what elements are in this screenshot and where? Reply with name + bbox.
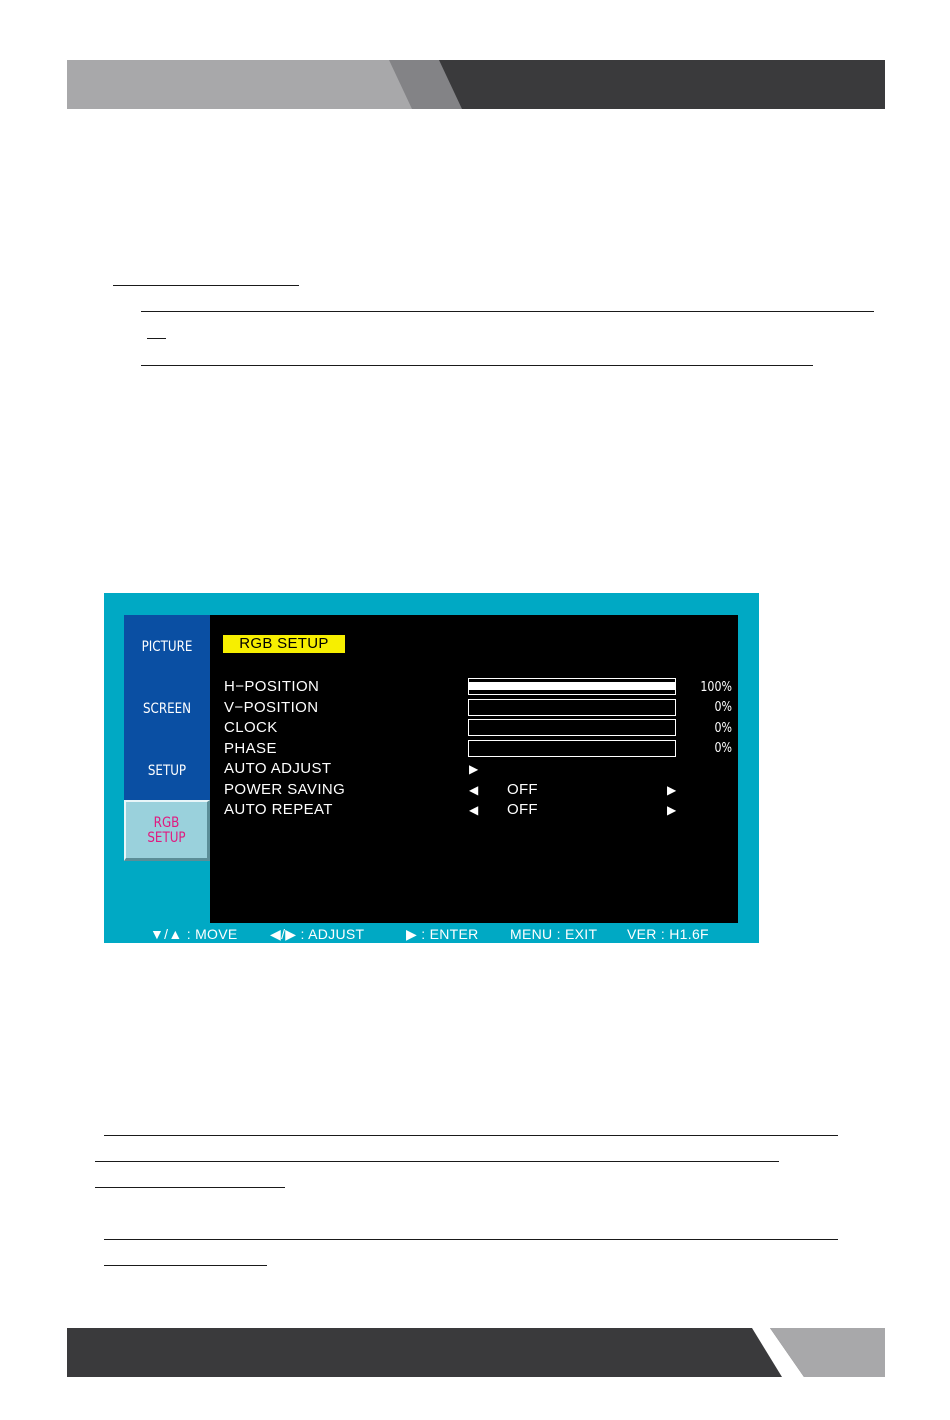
arrow-right-icon[interactable]: ▶ — [469, 762, 479, 776]
auto-adjust-label: AUTO ADJUST — [224, 760, 332, 777]
sidebar-item-rgb-label: RGB — [153, 815, 180, 831]
rule-line — [95, 1187, 285, 1188]
v-position-slider[interactable] — [468, 699, 676, 716]
arrow-right-icon[interactable]: ▶ — [667, 803, 677, 817]
osd-main-panel — [210, 615, 738, 923]
rule-line — [141, 365, 813, 366]
help-adjust: ◀/▶ : ADJUST — [270, 926, 365, 942]
rule-line — [104, 1135, 838, 1136]
rule-line — [104, 1265, 267, 1266]
clock-slider[interactable] — [468, 719, 676, 736]
power-saving-value: OFF — [507, 781, 538, 798]
sidebar-item-rgb-setup[interactable] — [124, 800, 210, 861]
clock-label: CLOCK — [224, 719, 278, 736]
phase-label: PHASE — [224, 740, 277, 757]
sidebar-item-setup[interactable]: SETUP — [147, 763, 187, 779]
arrow-left-icon[interactable]: ◀ — [469, 803, 479, 817]
rule-line — [104, 1239, 838, 1240]
rule-line — [95, 1161, 779, 1162]
sidebar-item-setup-label: SETUP — [147, 830, 186, 846]
h-position-value: 100% — [700, 680, 732, 695]
arrow-left-icon[interactable]: ◀ — [469, 783, 479, 797]
help-exit: MENU : EXIT — [510, 926, 598, 942]
menu-title: RGB SETUP — [223, 635, 345, 653]
auto-repeat-value: OFF — [507, 801, 538, 818]
page-header-band — [67, 60, 885, 109]
auto-repeat-label: AUTO REPEAT — [224, 801, 333, 818]
rule-line — [147, 338, 166, 339]
sidebar-item-screen[interactable]: SCREEN — [142, 701, 192, 717]
osd-help-bar — [104, 925, 759, 943]
rule-line — [141, 311, 874, 312]
clock-value: 0% — [714, 721, 732, 736]
arrow-right-icon[interactable]: ▶ — [667, 783, 677, 797]
v-position-label: V−POSITION — [224, 699, 319, 716]
phase-value: 0% — [714, 741, 732, 756]
power-saving-label: POWER SAVING — [224, 781, 346, 798]
help-move: ▼/▲ : MOVE — [150, 926, 238, 942]
h-position-slider[interactable] — [468, 678, 676, 695]
rule-line — [113, 285, 299, 286]
help-enter: ▶ : ENTER — [406, 926, 479, 942]
osd-menu-screen — [104, 593, 759, 943]
v-position-value: 0% — [714, 700, 732, 715]
phase-slider[interactable] — [468, 740, 676, 757]
slider-fill — [469, 682, 675, 690]
sidebar-item-picture[interactable]: PICTURE — [141, 639, 193, 655]
h-position-label: H−POSITION — [224, 678, 320, 695]
help-version: VER : H1.6F — [627, 926, 709, 942]
page-footer-band — [67, 1328, 885, 1377]
